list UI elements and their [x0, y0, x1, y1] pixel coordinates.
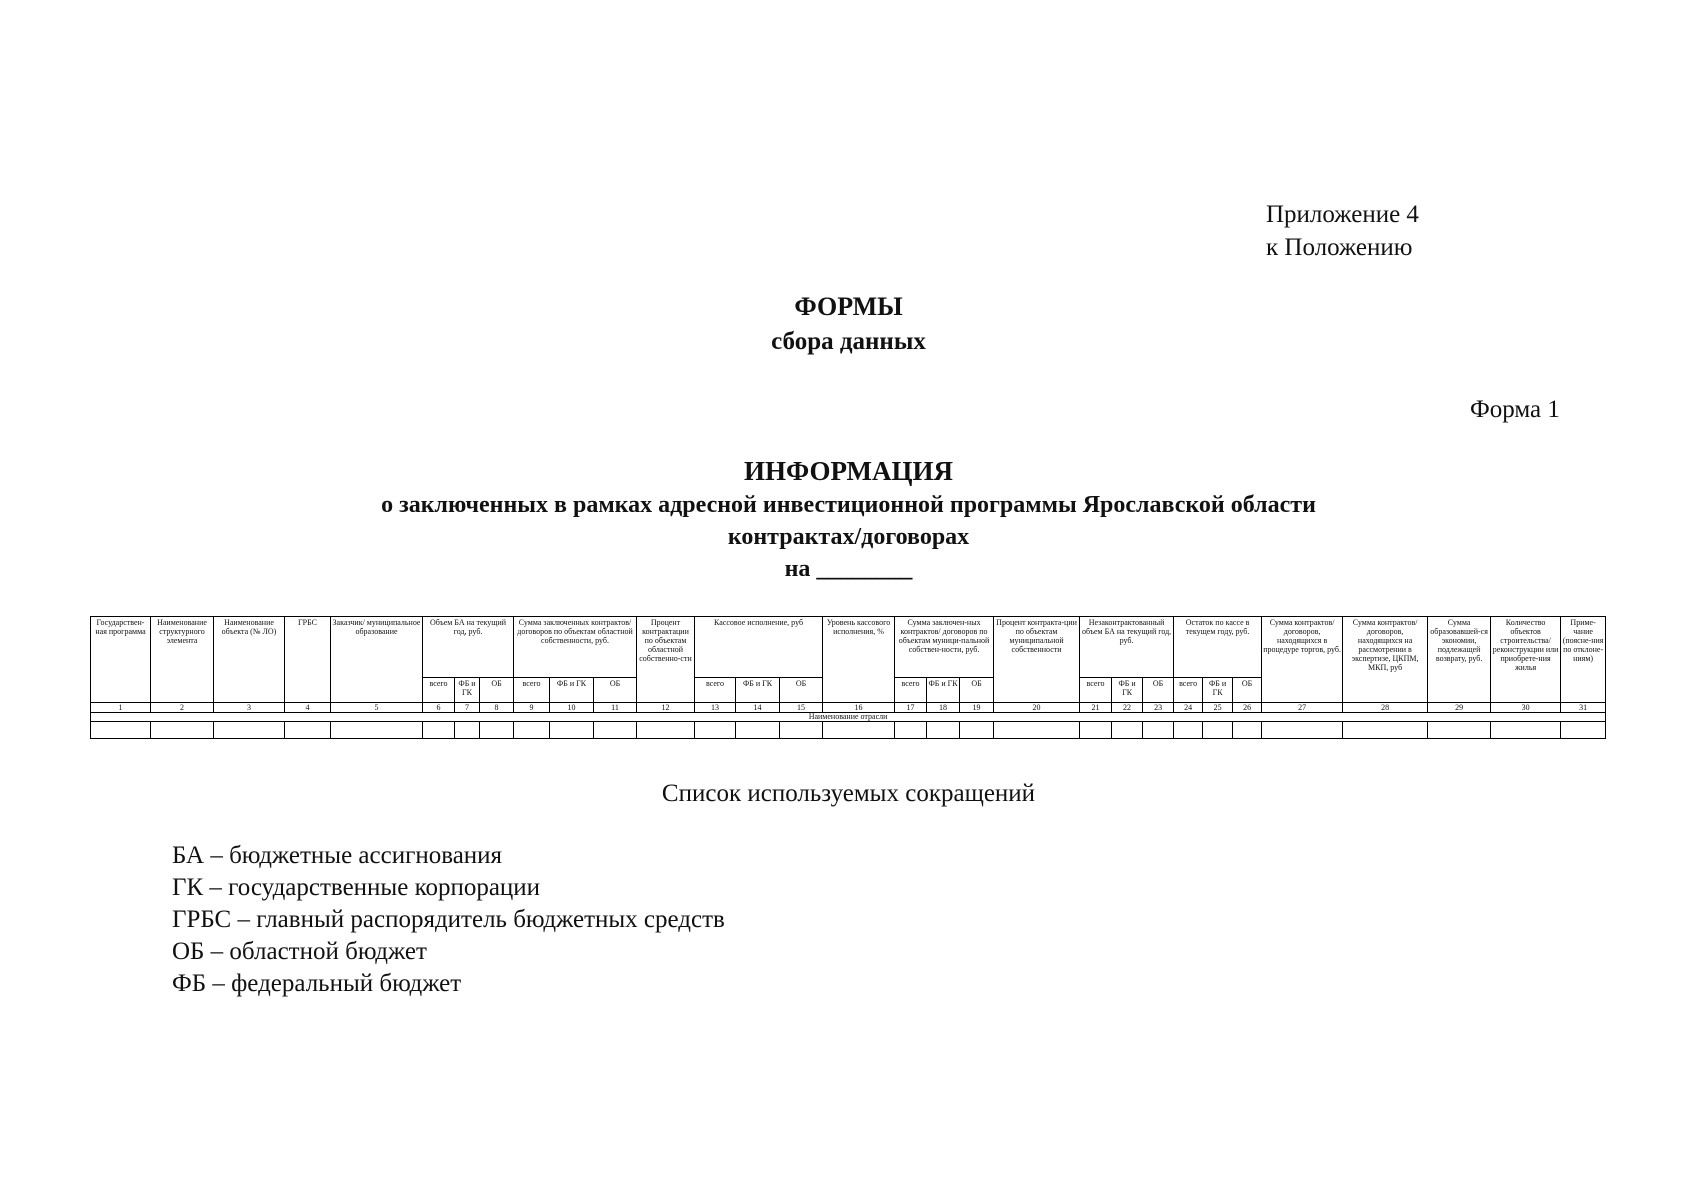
- table-cell: [736, 722, 780, 739]
- subheader-total: всего: [695, 678, 736, 703]
- table-cell: [695, 722, 736, 739]
- header-object-name: Наименование объекта (№ ЛО): [214, 617, 285, 703]
- table-cell: [214, 722, 285, 739]
- column-number: 24: [1174, 703, 1203, 713]
- subheader-total: всего: [423, 678, 455, 703]
- table-cell: [594, 722, 637, 739]
- table-row: [91, 722, 1606, 739]
- table-cell: [1262, 722, 1343, 739]
- forms-subtitle: сбора данных: [771, 328, 926, 355]
- table-cell: [1343, 722, 1428, 739]
- table-cell: [895, 722, 927, 739]
- table-cell: [91, 722, 151, 739]
- table-cell: [1174, 722, 1203, 739]
- table-cell: [331, 722, 423, 739]
- subheader-total: всего: [1174, 678, 1203, 703]
- subheader-ob: ОБ: [594, 678, 637, 703]
- column-number: 8: [480, 703, 514, 713]
- column-number: 21: [1080, 703, 1112, 713]
- column-number-row: [91, 703, 1606, 713]
- column-number: 25: [1203, 703, 1233, 713]
- forms-title: ФОРМЫ: [794, 292, 903, 321]
- column-number: 13: [695, 703, 736, 713]
- info-subtitle-line1: о заключенных в рамках адресной инвестиционной программы Ярославской области: [381, 492, 1316, 518]
- header-cash-level: Уровень кассового исполнения, %: [823, 617, 895, 703]
- subheader-fb-gk: ФБ и ГК: [1112, 678, 1143, 703]
- subheader-total: всего: [895, 678, 927, 703]
- info-date-line: на ________: [784, 556, 913, 582]
- column-number: 4: [285, 703, 331, 713]
- column-number: 26: [1233, 703, 1262, 713]
- header-ba-volume: Объем БА на текущий год, руб.: [423, 617, 514, 678]
- subheader-fb-gk: ФБ и ГК: [736, 678, 780, 703]
- table-cell: [960, 722, 994, 739]
- subheader-total: всего: [514, 678, 550, 703]
- header-structural-element: Наименование структурного элемента: [151, 617, 214, 703]
- table-cell: [1233, 722, 1262, 739]
- header-uncontracted-ba: Незаконтрактованный объем БА на текущий год, руб.: [1080, 617, 1174, 678]
- table-cell: [637, 722, 695, 739]
- column-number: 3: [214, 703, 285, 713]
- abbreviation-item: ГК – государственные корпорации: [172, 874, 541, 901]
- subheader-ob: ОБ: [480, 678, 514, 703]
- column-number: 11: [594, 703, 637, 713]
- subheader-ob: ОБ: [780, 678, 823, 703]
- column-number: 15: [780, 703, 823, 713]
- header-expertise-contracts: Сумма контрактов/ договоров, находящихся на рассмотрении в экспертизе, ЦКПМ, МКП, руб: [1343, 617, 1428, 703]
- header-notes: Приме-чание (поясне-ния по отклоне-ниям): [1561, 617, 1606, 703]
- column-number: 9: [514, 703, 550, 713]
- branch-name-row: [91, 713, 1606, 722]
- column-number: 31: [1561, 703, 1606, 713]
- header-municipal-contracts: Сумма заключен-ных контрактов/ договоров по объектам муници-пальной собствен-ности, руб.: [895, 617, 994, 678]
- header-cash-balance: Остаток по кассе в текущем году, руб.: [1174, 617, 1262, 678]
- table-cell: [1561, 722, 1606, 739]
- column-number: 23: [1143, 703, 1174, 713]
- table-cell: [1143, 722, 1174, 739]
- table-cell: [927, 722, 960, 739]
- header-savings: Сумма образовавшей-ся экономии, подлежащей возврату, руб.: [1428, 617, 1491, 703]
- abbreviations-list: [172, 840, 725, 1000]
- subheader-total: всего: [1080, 678, 1112, 703]
- column-number: 18: [927, 703, 960, 713]
- table-cell: [455, 722, 480, 739]
- data-collection-table: [90, 616, 1606, 739]
- table-cell: [1080, 722, 1112, 739]
- form-number: Форма 1: [1470, 396, 1560, 423]
- info-subtitle-line2: контрактах/договорах: [727, 524, 970, 550]
- header-regional-contracts: Сумма заключенных контрактов/договоров по объектам областной собственности, руб.: [514, 617, 637, 678]
- column-number: 6: [423, 703, 455, 713]
- table-cell: [780, 722, 823, 739]
- table-cell: [550, 722, 594, 739]
- column-number: 28: [1343, 703, 1428, 713]
- abbreviation-item: ОБ – областной бюджет: [172, 938, 427, 965]
- column-number: 22: [1112, 703, 1143, 713]
- table-cell: [823, 722, 895, 739]
- appendix-label: [1266, 198, 1419, 264]
- column-number: 20: [994, 703, 1080, 713]
- table-cell: [1428, 722, 1491, 739]
- subheader-ob: ОБ: [960, 678, 994, 703]
- column-number: 2: [151, 703, 214, 713]
- column-number: 7: [455, 703, 480, 713]
- abbreviations-title: Список используемых сокращений: [661, 780, 1036, 807]
- header-grbs: ГРБС: [285, 617, 331, 703]
- subheader-fb-gk: ФБ и ГК: [927, 678, 960, 703]
- header-tender-contracts: Сумма контрактов/ договоров, находящихся в процедуре торгов, руб.: [1262, 617, 1343, 703]
- abbreviation-item: БА – бюджетные ассигнования: [172, 842, 503, 869]
- subheader-ob: ОБ: [1233, 678, 1262, 703]
- header-regional-contract-percent: Процент контрактации по объектам областной собственно-сти: [637, 617, 695, 703]
- table-cell: [1491, 722, 1561, 739]
- header-state-program: Государствен-ная программа: [91, 617, 151, 703]
- column-number: 5: [331, 703, 423, 713]
- table-cell: [1112, 722, 1143, 739]
- table-cell: [151, 722, 214, 739]
- subheader-ob: ОБ: [1143, 678, 1174, 703]
- table-header-row: [91, 617, 1606, 678]
- info-title: ИНФОРМАЦИЯ: [744, 456, 953, 486]
- table-cell: [994, 722, 1080, 739]
- column-number: 27: [1262, 703, 1343, 713]
- column-number: 1: [91, 703, 151, 713]
- appendix-line1: Приложение 4: [1266, 201, 1419, 228]
- column-number: 14: [736, 703, 780, 713]
- table-cell: [514, 722, 550, 739]
- branch-name-label: Наименование отрасли: [91, 713, 1606, 722]
- column-number: 16: [823, 703, 895, 713]
- header-municipal-contract-percent: Процент контракта-ции по объектам муниципальной собственности: [994, 617, 1080, 703]
- header-cash-execution: Кассовое исполнение, руб: [695, 617, 823, 678]
- subheader-fb-gk: ФБ и ГК: [550, 678, 594, 703]
- column-number: 10: [550, 703, 594, 713]
- subheader-fb-gk: ФБ и ГК: [1203, 678, 1233, 703]
- abbreviation-item: ГРБС – главный распорядитель бюджетных средств: [172, 906, 725, 933]
- appendix-line2: к Положению: [1266, 234, 1413, 261]
- abbreviation-item: ФБ – федеральный бюджет: [172, 970, 462, 997]
- table-cell: [285, 722, 331, 739]
- header-objects-count: Количество объектов строительства/ реконструкции или приобрете-ния жилья: [1491, 617, 1561, 703]
- subheader-fb-gk: ФБ и ГК: [455, 678, 480, 703]
- column-number: 19: [960, 703, 994, 713]
- column-number: 30: [1491, 703, 1561, 713]
- table-cell: [423, 722, 455, 739]
- header-customer: Заказчик/ муниципальное образование: [331, 617, 423, 703]
- column-number: 12: [637, 703, 695, 713]
- table-cell: [1203, 722, 1233, 739]
- column-number: 29: [1428, 703, 1491, 713]
- column-number: 17: [895, 703, 927, 713]
- table-cell: [480, 722, 514, 739]
